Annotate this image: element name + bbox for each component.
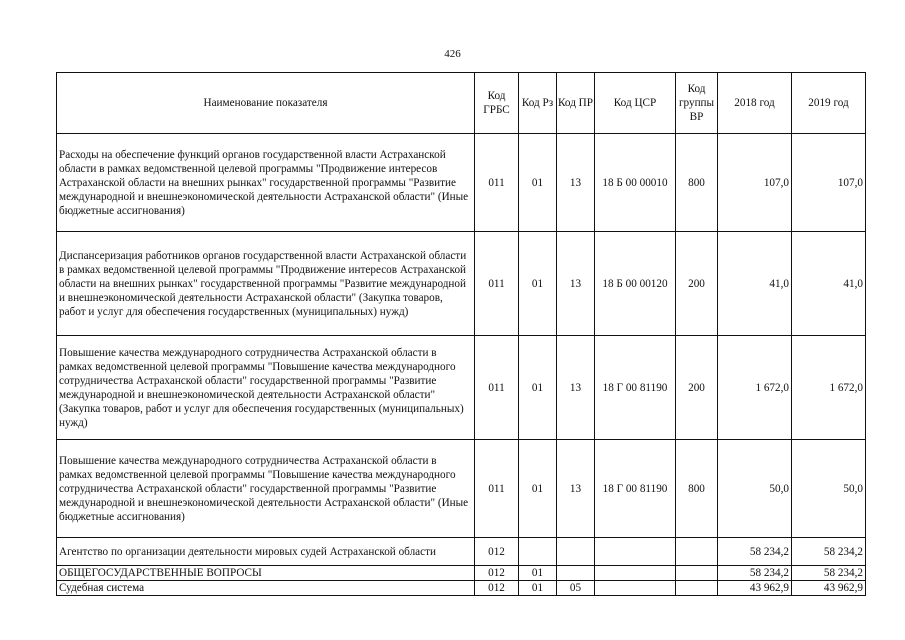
table-row: [57, 440, 866, 538]
cell-name: Повышение качества международного сотрудничества Астраханской области в рамках ведомственной целевой программы "Повышение качества международного сотрудничества Астраханской области" государственной программы "Развитие международной и внешнеэкономической деятельности Астраханской области" (Закупка товаров, работ и услуг для обеспечения государственных (муниципальных) нужд): [57, 336, 475, 440]
cell-2018: 58 234,2: [718, 538, 792, 566]
table-row: [57, 232, 866, 336]
cell-vr: [676, 581, 718, 596]
cell-2018: 1 672,0: [718, 336, 792, 440]
cell-csr: [595, 581, 676, 596]
cell-pr: 13: [557, 440, 595, 538]
header-rz: Код Рз: [519, 73, 557, 134]
cell-2018: 107,0: [718, 134, 792, 232]
cell-name: ОБЩЕГОСУДАРСТВЕННЫЕ ВОПРОСЫ: [57, 566, 475, 581]
header-pr: Код ПР: [557, 73, 595, 134]
cell-csr: 18 Г 00 81190: [595, 336, 676, 440]
table-row: [57, 581, 866, 596]
cell-vr: 200: [676, 232, 718, 336]
cell-rz: 01: [519, 134, 557, 232]
cell-pr: 05: [557, 581, 595, 596]
cell-name: Диспансеризация работников органов государственной власти Астраханской области в рамках ведомственной целевой программы "Продвижение интересов Астраханской области на внешних рынках" государственной программы "Развитие международной и внешнеэкономической деятельности Астраханской области" (Закупка товаров, работ и услуг для обеспечения государственных (муниципальных) нужд): [57, 232, 475, 336]
page-number: 426: [444, 48, 461, 60]
cell-2018: 43 962,9: [718, 581, 792, 596]
cell-2019: 1 672,0: [792, 336, 866, 440]
header-name: Наименование показателя: [57, 73, 475, 134]
header-2018: 2018 год: [718, 73, 792, 134]
header-vr: Код группы ВР: [676, 73, 718, 134]
table-row: [57, 566, 866, 581]
cell-2018: 41,0: [718, 232, 792, 336]
cell-2019: 58 234,2: [792, 538, 866, 566]
cell-vr: 800: [676, 440, 718, 538]
header-row: [57, 73, 866, 134]
cell-2018: 50,0: [718, 440, 792, 538]
table-row: [57, 538, 866, 566]
cell-pr: [557, 538, 595, 566]
cell-rz: 01: [519, 232, 557, 336]
cell-vr: 200: [676, 336, 718, 440]
cell-grbs: 011: [475, 440, 519, 538]
cell-grbs: 011: [475, 336, 519, 440]
cell-grbs: 012: [475, 566, 519, 581]
cell-rz: 01: [519, 440, 557, 538]
table-row: [57, 336, 866, 440]
cell-2019: 58 234,2: [792, 566, 866, 581]
cell-grbs: 012: [475, 581, 519, 596]
cell-rz: 01: [519, 581, 557, 596]
cell-pr: 13: [557, 134, 595, 232]
cell-2019: 107,0: [792, 134, 866, 232]
cell-grbs: 012: [475, 538, 519, 566]
table-row: [57, 134, 866, 232]
cell-name: Агентство по организации деятельности мировых судей Астраханской области: [57, 538, 475, 566]
cell-rz: 01: [519, 566, 557, 581]
cell-csr: [595, 538, 676, 566]
header-csr: Код ЦСР: [595, 73, 676, 134]
cell-csr: [595, 566, 676, 581]
cell-vr: 800: [676, 134, 718, 232]
cell-csr: 18 Б 00 00120: [595, 232, 676, 336]
cell-vr: [676, 538, 718, 566]
cell-2019: 41,0: [792, 232, 866, 336]
cell-pr: [557, 566, 595, 581]
cell-grbs: 011: [475, 232, 519, 336]
cell-2018: 58 234,2: [718, 566, 792, 581]
cell-vr: [676, 566, 718, 581]
header-grbs: Код ГРБС: [475, 73, 519, 134]
cell-pr: 13: [557, 232, 595, 336]
cell-2019: 43 962,9: [792, 581, 866, 596]
cell-rz: 01: [519, 336, 557, 440]
cell-grbs: 011: [475, 134, 519, 232]
cell-name: Расходы на обеспечение функций органов государственной власти Астраханской области в рамках ведомственной целевой программы "Продвижение интересов Астраханской области на внешних рынках" государственной программы "Развитие международной и внешнеэкономической деятельности Астраханской области" (Иные бюджетные ассигнования): [57, 134, 475, 232]
budget-table: [56, 72, 866, 596]
cell-csr: 18 Б 00 00010: [595, 134, 676, 232]
cell-name: Повышение качества международного сотрудничества Астраханской области в рамках ведомственной целевой программы "Повышение качества международного сотрудничества Астраханской области" государственной программы "Развитие международной и внешнеэкономической деятельности Астраханской области" (Иные бюджетные ассигнования): [57, 440, 475, 538]
cell-rz: [519, 538, 557, 566]
cell-pr: 13: [557, 336, 595, 440]
header-2019: 2019 год: [792, 73, 866, 134]
cell-name: Судебная система: [57, 581, 475, 596]
cell-2019: 50,0: [792, 440, 866, 538]
cell-csr: 18 Г 00 81190: [595, 440, 676, 538]
